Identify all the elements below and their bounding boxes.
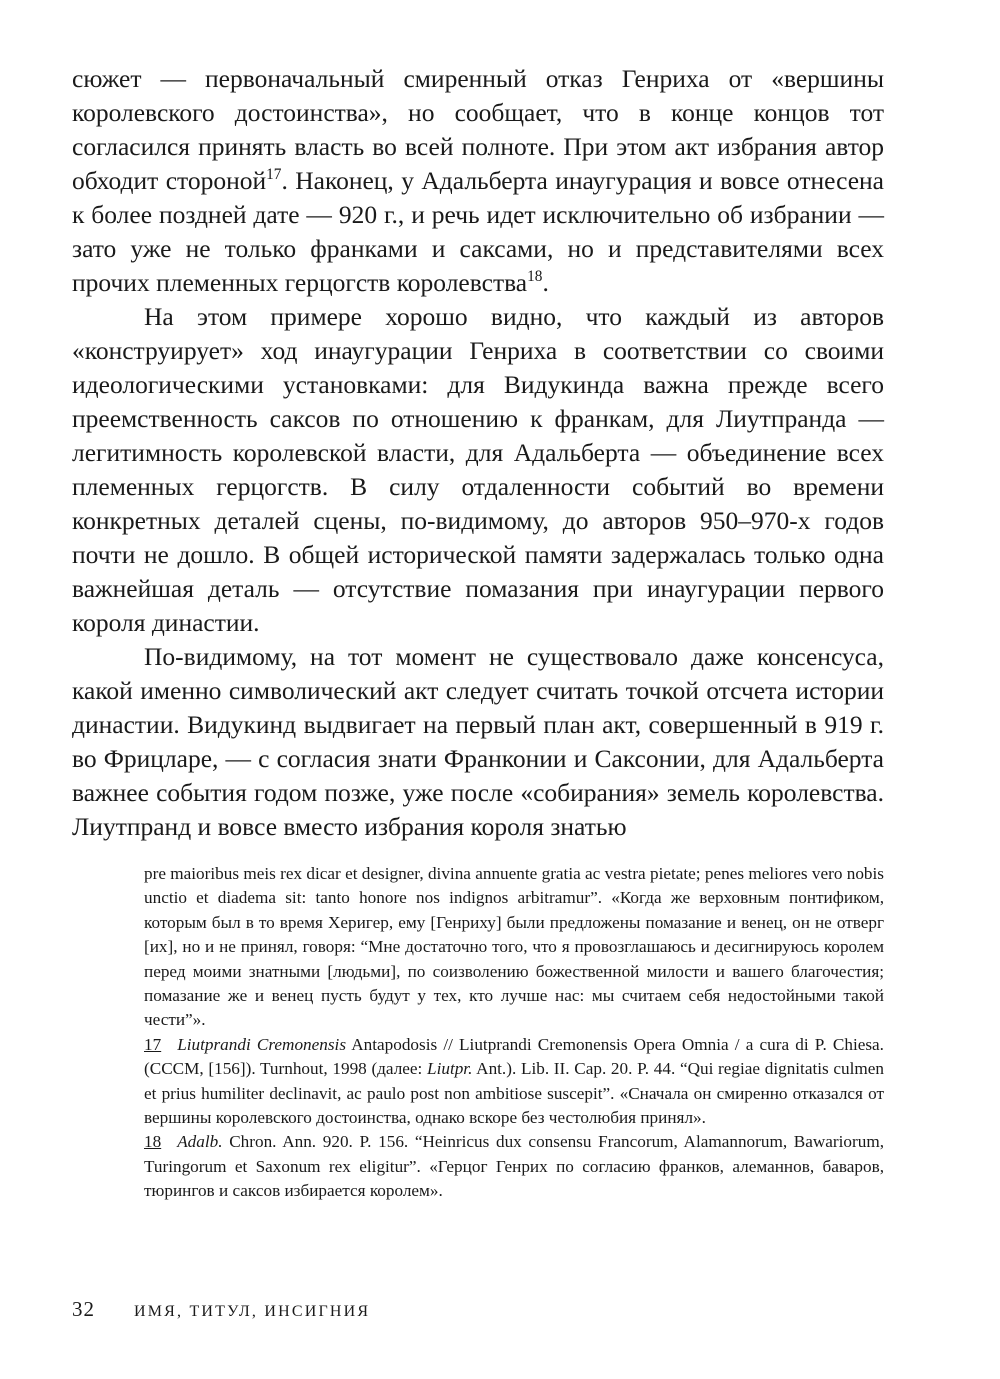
footnote-17-text: Antapodosis // Liutprandi Cremonensis Opera Omnia / a cura di P. Chiesa. (CCCM, [156]). Turnhout, 1998 (далее: bbox=[144, 1034, 884, 1079]
paragraph-1-text-3: . bbox=[542, 268, 549, 297]
footnote-18-number: 18 bbox=[144, 1132, 162, 1152]
page-body bbox=[72, 62, 884, 844]
page-footer bbox=[72, 1296, 370, 1325]
footnote-18-text: Chron. Ann. 920. P. 156. “Heinricus dux consensu Francorum, Alamannorum, Bawariorum, Turingorum et Saxonum rex eligitur”. «Герцог Генрих по согласию франков, алеманнов, баваров, тюрингов и саксов избирается королем». bbox=[144, 1132, 884, 1201]
footnote-ref-17[interactable]: 17 bbox=[266, 166, 282, 184]
footnote-17-number: 17 bbox=[144, 1034, 162, 1054]
footnote-17 bbox=[144, 1033, 884, 1131]
paragraph-3: По-видимому, на тот момент не существовало даже консенсуса, какой именно символический акт следует считать точкой отсчета истории династии. Видукинд выдвигает на первый план акт, совершенный в 919 г. во Фрицларе, — с согласия знати Франконии и Саксонии, для Адальберта важнее события годом позже, уже после «собирания» земель королевства. Лиутпранд и вовсе вместо избрания короля знатью bbox=[72, 642, 884, 841]
running-head: ИМЯ, ТИТУЛ, ИНСИГНИЯ bbox=[134, 1303, 371, 1320]
footnote-17-text-2: Ant.). Lib. II. Cap. 20. P. 44. “Qui regiae dignitatis culmen et prius humiliter declinavit, ac paulo post non ambitiose suscepit”. «Сначала он смиренно отказался от вершины королевского достоинства, однако вскоре без честолюбия принял». bbox=[144, 1059, 884, 1128]
page-number: 32 bbox=[72, 1297, 95, 1321]
paragraph-2: На этом примере хорошо видно, что каждый из авторов «конструирует» ход инаугурации Генриха в соответствии со своими идеологическими установками: для Видукинда важна прежде всего преемственность саксов по отношению к франкам, для Лиутпранда — легитимность королевской власти, для Адальберта — объединение всех племенных герцогств. В силу отдаленности событий во времени конкретных деталей сцены, по-видимому, до авторов 950–970-х годов почти не дошло. В общей исторической памяти задержалась только одна важнейшая деталь — отсутствие помазания при инаугурации первого короля династии. bbox=[72, 302, 884, 637]
footnote-18 bbox=[144, 1130, 884, 1203]
footnote-continuation: pre maioribus meis rex dicar et designer, divina annuente gratia ac vestra pietate; penes meliores vero nobis unctio et diadema sit: tanto honore nos indignos arbitramur”. «Когда же верховным понтификом, которым был в то время Херигер, ему [Генриху] были предложены помазание и венец, он не отверг [их], но и не принял, говоря: “Мне достаточно того, что я провозглашаюсь и десигнируюсь королем перед моими знатными [людьми], по соизволению божественной милости и вашего благочестия; помазание же и венец пусть будут у тех, кто лучше нас: мы считаем себя недостойными такой чести”». bbox=[144, 864, 884, 1030]
paragraph-1-text: сюжет — первоначальный смиренный отказ Генриха от «вершины королевского достоинства», но сообщает, что в конце концов тот согласился принять власть во всей полноте. При этом акт избрания автор обходит стороной bbox=[72, 64, 884, 195]
footnote-17-author: Liutprandi Cremonensis bbox=[177, 1034, 347, 1054]
footnote-ref-18[interactable]: 18 bbox=[527, 268, 543, 286]
main-text bbox=[72, 62, 884, 844]
paragraph-1 bbox=[72, 62, 884, 300]
footnote-18-author: Adalb. bbox=[177, 1132, 223, 1152]
paragraph-1-text-2: . Наконец, у Адальберта инаугурация и вовсе отнесена к более поздней дате — 920 г., и речь идет исключительно об избрании — зато уже не только франками и саксами, но и представителями всех прочих племенных герцогств королевства bbox=[72, 166, 885, 297]
footnote-17-abbr: Liutpr. bbox=[427, 1059, 473, 1079]
footnotes bbox=[144, 862, 884, 1204]
